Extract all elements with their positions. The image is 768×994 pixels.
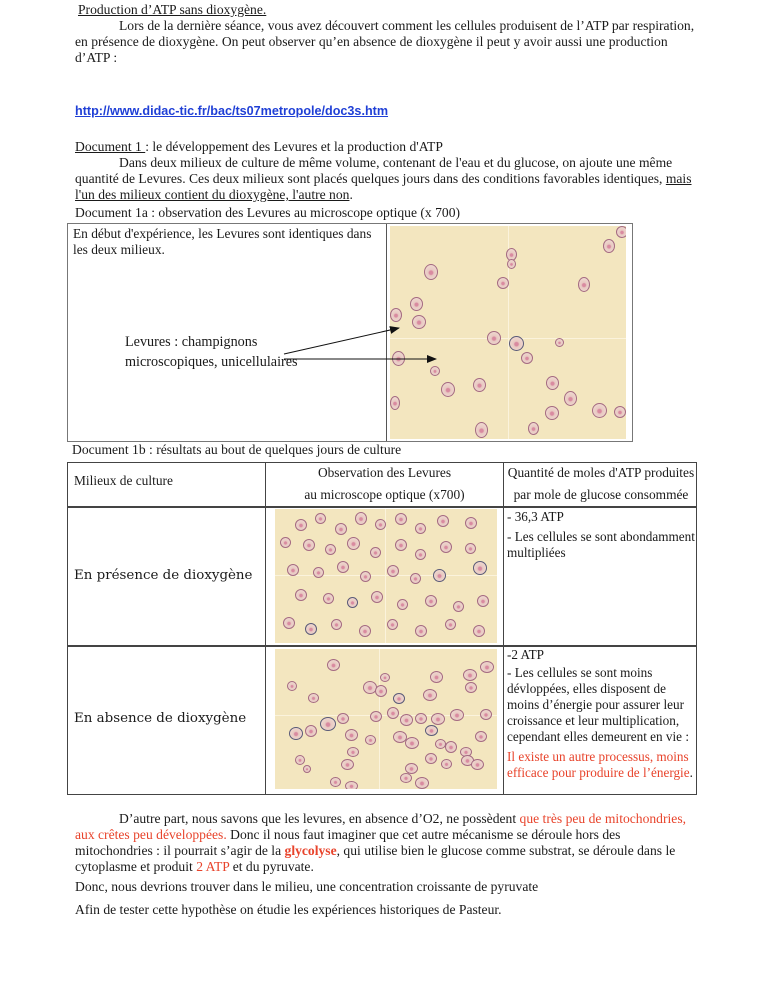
row1-atp: - 36,3 ATP: [507, 509, 564, 524]
column-divider-2: [503, 463, 504, 794]
micrograph-with-oxygen: [275, 509, 497, 643]
header-observation-line1: Observation des Levures: [317, 465, 452, 480]
header-observation: [266, 462, 503, 506]
row2-conclusion-text: Il existe un autre processus, moins efficace pour produire de l’énergie: [507, 749, 690, 780]
arrow-icons: [68, 224, 634, 443]
document1-paragraph: [75, 155, 700, 203]
conclusion-middle: Donc il nous faut imaginer que cet autre mécanisme se déroule hors des mitochondries : il pourrait s’agir de la: [75, 827, 621, 858]
intro-paragraph: Lors de la dernière séance, vous avez découvert comment les cellules produisent de l’ATP par respiration, en présence de dioxygène. On peut observer qu’en absence de dioxygène il peut y avoir aussi une production d’ATP :: [75, 18, 695, 65]
row2-conclusion-end: .: [689, 765, 693, 780]
conclusion-mitochondria-highlight: que très peu de mitochondries, aux crêtes peu développées.: [75, 811, 687, 842]
row2-observation: - Les cellules se sont moins dévloppées, elles disposent de moins d’énergie pour assurer leur croissance et leur multiplication, cependant elles demeurent en vie :: [507, 665, 689, 744]
document1-para-start: Dans deux milieux de culture de même volume, contenant de l'eau et du glucose, on ajoute une même quantité de Levures. Ces deux milieux sont placés quelques jours dans des conditions favorables identiques,: [75, 155, 673, 186]
pasteur-paragraph: Afin de tester cette hypothèse on étudie les expériences historiques de Pasteur.: [75, 902, 502, 917]
glycolyse-highlight: glycolyse: [284, 843, 337, 858]
page-title: [78, 2, 703, 18]
row2-conclusion: [507, 749, 697, 781]
conclusion-paragraph: [75, 811, 700, 875]
header-atp-line1: Quantité de moles d'ATP produites: [507, 465, 695, 480]
results-table: [67, 462, 697, 795]
document1a-figure: [67, 223, 633, 442]
title-text: Production d’ATP sans dioxygène.: [78, 2, 267, 17]
document1-heading: [75, 139, 700, 155]
document1-para-underlined: mais l'un des milieux contient du dioxygène, l'autre non: [75, 171, 692, 202]
row2-atp: -2 ATP: [507, 647, 545, 662]
document1-heading-rest: : le développement des Levures et la production d'ATP: [145, 139, 443, 154]
document1b-caption: Document 1b : résultats au bout de quelques jours de culture: [72, 442, 402, 457]
conclusion-middle2: , qui utilise bien le glucose comme substrat, se déroule dans le cytoplasme et produit: [75, 843, 676, 874]
header-atp-line2: par mole de glucose consommée: [513, 487, 689, 502]
header-atp: [504, 462, 698, 506]
conclusion-end: et du pyruvate.: [229, 859, 314, 874]
header-observation-line2: au microscope optique (x700): [304, 487, 465, 502]
row2-milieu: En absence de dioxygène: [74, 711, 247, 726]
reference-link[interactable]: http://www.didac-tic.fr/bac/ts07metropole/doc3s.htm: [75, 104, 389, 118]
pyruvate-paragraph: Donc, nous devrions trouver dans le milieu, une concentration croissante de pyruvate: [75, 879, 539, 894]
column-divider-1: [265, 463, 266, 794]
document1-heading-prefix: Document 1: [75, 139, 146, 154]
row1-results: [507, 509, 697, 565]
header-divider: [68, 506, 696, 508]
yeast-label-line2: microscopiques, unicellulaires: [125, 354, 298, 370]
header-milieux: Milieux de culture: [74, 473, 173, 488]
yeast-label-line1: Levures : champignons: [125, 334, 258, 350]
document1a-caption: Document 1a : observation des Levures au microscope optique (x 700): [75, 205, 461, 220]
micrograph-without-oxygen: [275, 649, 497, 789]
arrow-icon-1: [284, 328, 399, 354]
row1-observation: - Les cellules se sont abondamment multipliées: [507, 529, 695, 560]
document1-para-end: .: [349, 187, 353, 202]
row1-milieu: En présence de dioxygène: [74, 568, 253, 583]
row2-results: [507, 647, 697, 785]
conclusion-start: D’autre part, nous savons que les levures, en absence d’O2, ne possèdent: [119, 811, 520, 826]
document1a-text: En début d'expérience, les Levures sont identiques dans les deux milieux.: [73, 226, 372, 257]
link-line: [75, 103, 700, 119]
atp-highlight: 2 ATP: [196, 859, 230, 874]
